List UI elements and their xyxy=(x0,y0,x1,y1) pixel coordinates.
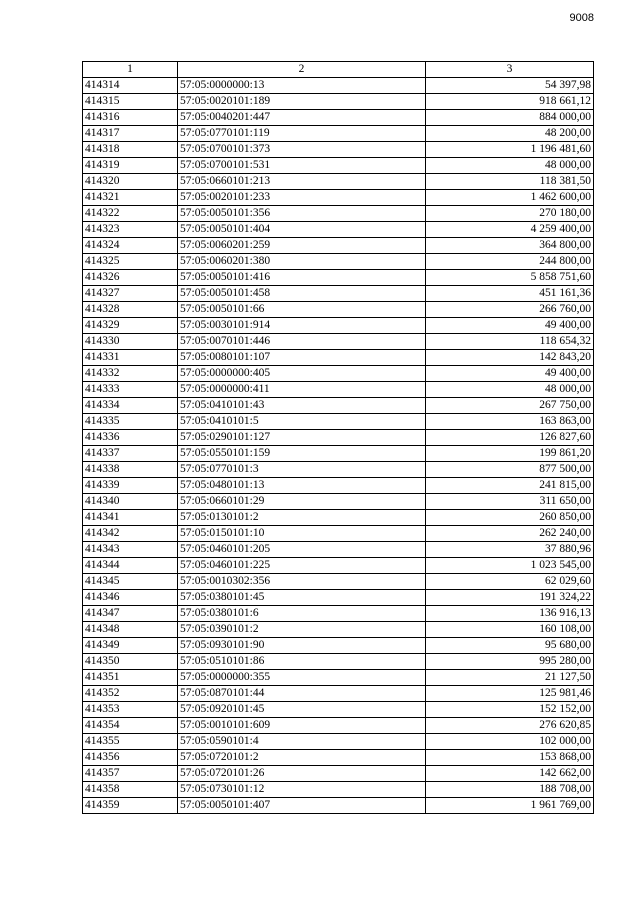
cadastral-number-cell: 57:05:0770101:119 xyxy=(178,126,426,142)
table-row xyxy=(83,302,594,318)
cadastral-number-cell: 57:05:0700101:531 xyxy=(178,158,426,174)
cadastral-number-cell: 57:05:0010302:356 xyxy=(178,574,426,590)
cadastral-number-cell: 57:05:0000000:411 xyxy=(178,382,426,398)
value-cell: 118 381,50 xyxy=(426,174,594,190)
value-cell: 118 654,32 xyxy=(426,334,594,350)
cadastral-number-cell: 57:05:0060201:259 xyxy=(178,238,426,254)
row-number-cell: 414315 xyxy=(83,94,178,110)
table-row xyxy=(83,398,594,414)
cadastral-number-cell: 57:05:0010101:609 xyxy=(178,718,426,734)
page-number: 9008 xyxy=(569,12,594,24)
table-row xyxy=(83,766,594,782)
table-body xyxy=(83,78,594,814)
cadastral-number-cell: 57:05:0000000:13 xyxy=(178,78,426,94)
cadastral-number-cell: 57:05:0410101:43 xyxy=(178,398,426,414)
cadastral-value-table xyxy=(82,61,594,814)
cadastral-number-cell: 57:05:0550101:159 xyxy=(178,446,426,462)
value-cell: 48 000,00 xyxy=(426,382,594,398)
row-number-cell: 414344 xyxy=(83,558,178,574)
value-cell: 877 500,00 xyxy=(426,462,594,478)
table-row xyxy=(83,366,594,382)
value-cell: 276 620,85 xyxy=(426,718,594,734)
row-number-cell: 414325 xyxy=(83,254,178,270)
row-number-cell: 414314 xyxy=(83,78,178,94)
row-number-cell: 414350 xyxy=(83,654,178,670)
cadastral-number-cell: 57:05:0660101:29 xyxy=(178,494,426,510)
value-cell: 21 127,50 xyxy=(426,670,594,686)
table-row xyxy=(83,750,594,766)
table-row xyxy=(83,94,594,110)
column-header-1: 1 xyxy=(83,62,178,78)
row-number-cell: 414329 xyxy=(83,318,178,334)
value-cell: 267 750,00 xyxy=(426,398,594,414)
table-row xyxy=(83,270,594,286)
cadastral-number-cell: 57:05:0050101:407 xyxy=(178,798,426,814)
cadastral-number-cell: 57:05:0410101:5 xyxy=(178,414,426,430)
row-number-cell: 414346 xyxy=(83,590,178,606)
row-number-cell: 414321 xyxy=(83,190,178,206)
cadastral-number-cell: 57:05:0480101:13 xyxy=(178,478,426,494)
row-number-cell: 414354 xyxy=(83,718,178,734)
table-row xyxy=(83,174,594,190)
column-header-2: 2 xyxy=(178,62,426,78)
value-cell: 244 800,00 xyxy=(426,254,594,270)
value-cell: 311 650,00 xyxy=(426,494,594,510)
table-row xyxy=(83,462,594,478)
row-number-cell: 414334 xyxy=(83,398,178,414)
row-number-cell: 414333 xyxy=(83,382,178,398)
cadastral-number-cell: 57:05:0390101:2 xyxy=(178,622,426,638)
value-cell: 1 023 545,00 xyxy=(426,558,594,574)
cadastral-number-cell: 57:05:0770101:3 xyxy=(178,462,426,478)
value-cell: 136 916,13 xyxy=(426,606,594,622)
value-cell: 270 180,00 xyxy=(426,206,594,222)
value-cell: 260 850,00 xyxy=(426,510,594,526)
table-row xyxy=(83,78,594,94)
value-cell: 1 462 600,00 xyxy=(426,190,594,206)
value-cell: 918 661,12 xyxy=(426,94,594,110)
cadastral-number-cell: 57:05:0070101:446 xyxy=(178,334,426,350)
table-row xyxy=(83,782,594,798)
row-number-cell: 414323 xyxy=(83,222,178,238)
table-row xyxy=(83,286,594,302)
cadastral-number-cell: 57:05:0040201:447 xyxy=(178,110,426,126)
row-number-cell: 414327 xyxy=(83,286,178,302)
table-row xyxy=(83,382,594,398)
table-row xyxy=(83,590,594,606)
table-row xyxy=(83,638,594,654)
value-cell: 1 196 481,60 xyxy=(426,142,594,158)
value-cell: 102 000,00 xyxy=(426,734,594,750)
table-row xyxy=(83,734,594,750)
cadastral-number-cell: 57:05:0050101:66 xyxy=(178,302,426,318)
row-number-cell: 414348 xyxy=(83,622,178,638)
value-cell: 142 843,20 xyxy=(426,350,594,366)
value-cell: 884 000,00 xyxy=(426,110,594,126)
cadastral-number-cell: 57:05:0730101:12 xyxy=(178,782,426,798)
cadastral-number-cell: 57:05:0050101:356 xyxy=(178,206,426,222)
table-row xyxy=(83,526,594,542)
table-row xyxy=(83,254,594,270)
cadastral-number-cell: 57:05:0920101:45 xyxy=(178,702,426,718)
value-cell: 152 152,00 xyxy=(426,702,594,718)
row-number-cell: 414336 xyxy=(83,430,178,446)
value-cell: 5 858 751,60 xyxy=(426,270,594,286)
table-row xyxy=(83,158,594,174)
value-cell: 62 029,60 xyxy=(426,574,594,590)
table-row xyxy=(83,622,594,638)
row-number-cell: 414337 xyxy=(83,446,178,462)
row-number-cell: 414332 xyxy=(83,366,178,382)
table-row xyxy=(83,206,594,222)
row-number-cell: 414341 xyxy=(83,510,178,526)
value-cell: 49 400,00 xyxy=(426,366,594,382)
row-number-cell: 414356 xyxy=(83,750,178,766)
row-number-cell: 414359 xyxy=(83,798,178,814)
value-cell: 995 280,00 xyxy=(426,654,594,670)
cadastral-number-cell: 57:05:0870101:44 xyxy=(178,686,426,702)
table-row xyxy=(83,446,594,462)
value-cell: 142 662,00 xyxy=(426,766,594,782)
cadastral-number-cell: 57:05:0050101:416 xyxy=(178,270,426,286)
table-row xyxy=(83,126,594,142)
cadastral-number-cell: 57:05:0290101:127 xyxy=(178,430,426,446)
row-number-cell: 414331 xyxy=(83,350,178,366)
row-number-cell: 414338 xyxy=(83,462,178,478)
row-number-cell: 414345 xyxy=(83,574,178,590)
value-cell: 4 259 400,00 xyxy=(426,222,594,238)
row-number-cell: 414349 xyxy=(83,638,178,654)
table-row xyxy=(83,478,594,494)
table-row xyxy=(83,334,594,350)
row-number-cell: 414320 xyxy=(83,174,178,190)
cadastral-number-cell: 57:05:0700101:373 xyxy=(178,142,426,158)
cadastral-number-cell: 57:05:0380101:6 xyxy=(178,606,426,622)
cadastral-number-cell: 57:05:0020101:189 xyxy=(178,94,426,110)
table-row xyxy=(83,110,594,126)
table-row xyxy=(83,670,594,686)
table-row xyxy=(83,494,594,510)
table-row xyxy=(83,654,594,670)
cadastral-number-cell: 57:05:0460101:205 xyxy=(178,542,426,558)
cadastral-number-cell: 57:05:0380101:45 xyxy=(178,590,426,606)
value-cell: 163 863,00 xyxy=(426,414,594,430)
row-number-cell: 414324 xyxy=(83,238,178,254)
row-number-cell: 414353 xyxy=(83,702,178,718)
value-cell: 37 880,96 xyxy=(426,542,594,558)
row-number-cell: 414357 xyxy=(83,766,178,782)
cadastral-number-cell: 57:05:0150101:10 xyxy=(178,526,426,542)
row-number-cell: 414326 xyxy=(83,270,178,286)
row-number-cell: 414352 xyxy=(83,686,178,702)
table-header-row xyxy=(83,62,594,78)
row-number-cell: 414316 xyxy=(83,110,178,126)
table-row xyxy=(83,606,594,622)
cadastral-number-cell: 57:05:0130101:2 xyxy=(178,510,426,526)
value-cell: 241 815,00 xyxy=(426,478,594,494)
cadastral-number-cell: 57:05:0000000:405 xyxy=(178,366,426,382)
row-number-cell: 414340 xyxy=(83,494,178,510)
row-number-cell: 414342 xyxy=(83,526,178,542)
cadastral-number-cell: 57:05:0510101:86 xyxy=(178,654,426,670)
table-row xyxy=(83,318,594,334)
value-cell: 54 397,98 xyxy=(426,78,594,94)
row-number-cell: 414322 xyxy=(83,206,178,222)
table-row xyxy=(83,238,594,254)
value-cell: 48 200,00 xyxy=(426,126,594,142)
column-header-3: 3 xyxy=(426,62,594,78)
table-row xyxy=(83,686,594,702)
cadastral-number-cell: 57:05:0050101:404 xyxy=(178,222,426,238)
table-row xyxy=(83,142,594,158)
value-cell: 48 000,00 xyxy=(426,158,594,174)
value-cell: 95 680,00 xyxy=(426,638,594,654)
table-row xyxy=(83,350,594,366)
table-row xyxy=(83,190,594,206)
row-number-cell: 414355 xyxy=(83,734,178,750)
value-cell: 191 324,22 xyxy=(426,590,594,606)
row-number-cell: 414335 xyxy=(83,414,178,430)
cadastral-number-cell: 57:05:0030101:914 xyxy=(178,318,426,334)
cadastral-number-cell: 57:05:0080101:107 xyxy=(178,350,426,366)
value-cell: 266 760,00 xyxy=(426,302,594,318)
value-cell: 199 861,20 xyxy=(426,446,594,462)
row-number-cell: 414339 xyxy=(83,478,178,494)
row-number-cell: 414317 xyxy=(83,126,178,142)
row-number-cell: 414347 xyxy=(83,606,178,622)
table-row xyxy=(83,798,594,814)
value-cell: 126 827,60 xyxy=(426,430,594,446)
row-number-cell: 414358 xyxy=(83,782,178,798)
value-cell: 188 708,00 xyxy=(426,782,594,798)
table-row xyxy=(83,558,594,574)
table-row xyxy=(83,414,594,430)
row-number-cell: 414328 xyxy=(83,302,178,318)
cadastral-number-cell: 57:05:0930101:90 xyxy=(178,638,426,654)
table-row xyxy=(83,510,594,526)
cadastral-number-cell: 57:05:0060201:380 xyxy=(178,254,426,270)
row-number-cell: 414330 xyxy=(83,334,178,350)
value-cell: 153 868,00 xyxy=(426,750,594,766)
row-number-cell: 414318 xyxy=(83,142,178,158)
cadastral-number-cell: 57:05:0590101:4 xyxy=(178,734,426,750)
cadastral-number-cell: 57:05:0020101:233 xyxy=(178,190,426,206)
cadastral-number-cell: 57:05:0000000:355 xyxy=(178,670,426,686)
row-number-cell: 414351 xyxy=(83,670,178,686)
cadastral-number-cell: 57:05:0660101:213 xyxy=(178,174,426,190)
value-cell: 262 240,00 xyxy=(426,526,594,542)
row-number-cell: 414343 xyxy=(83,542,178,558)
value-cell: 1 961 769,00 xyxy=(426,798,594,814)
value-cell: 364 800,00 xyxy=(426,238,594,254)
value-cell: 160 108,00 xyxy=(426,622,594,638)
row-number-cell: 414319 xyxy=(83,158,178,174)
cadastral-number-cell: 57:05:0720101:2 xyxy=(178,750,426,766)
table-row xyxy=(83,542,594,558)
table-row xyxy=(83,574,594,590)
table-row xyxy=(83,430,594,446)
cadastral-number-cell: 57:05:0720101:26 xyxy=(178,766,426,782)
table-row xyxy=(83,718,594,734)
value-cell: 125 981,46 xyxy=(426,686,594,702)
cadastral-number-cell: 57:05:0050101:458 xyxy=(178,286,426,302)
value-cell: 49 400,00 xyxy=(426,318,594,334)
value-cell: 451 161,36 xyxy=(426,286,594,302)
cadastral-number-cell: 57:05:0460101:225 xyxy=(178,558,426,574)
table-row xyxy=(83,222,594,238)
table-row xyxy=(83,702,594,718)
